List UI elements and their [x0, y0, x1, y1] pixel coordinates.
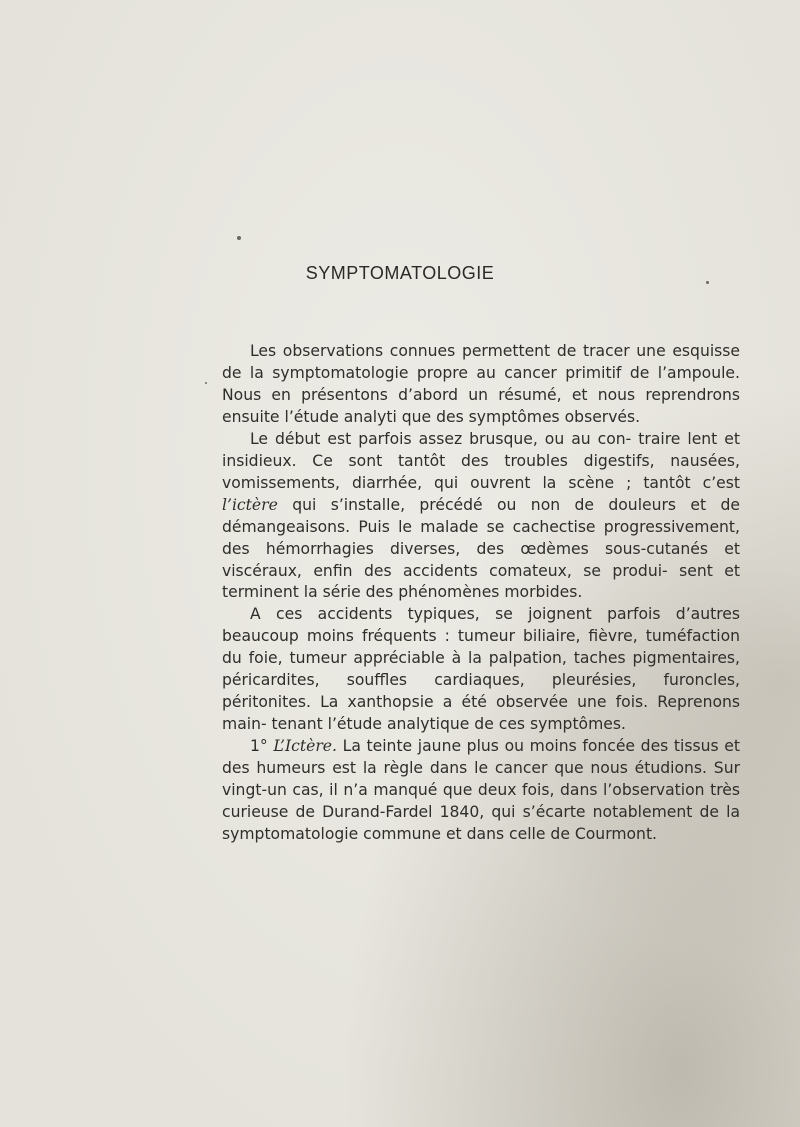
emphasis-ictere: l’ictère: [222, 495, 278, 514]
paragraph-other-symptoms: A ces accidents typiques, se joignent parfois d’autres beaucoup moins fréquents : tumeur biliaire, fièvre, tuméfaction du foie, tumeur appréciable à la palpation, taches pigmentaires, péricardites, souffles cardiaques, pleurésies, furoncles, péritonites. La xanthopsie a été observée une fois. Reprenons main- tenant l’étude analytique de ces symptômes.: [222, 605, 740, 734]
paragraph-ictere: 1° L’Ictère. La teinte jaune plus ou moins foncée des tissus et des humeurs est la règle dans le cancer que nous étudions. Sur vingt-un cas, il n’a manqué que deux fois, dans l’observation très curieuse de Durand-Fardel 1840, qui s’écarte notablement de la symptomatologie commune et dans celle de Courmont.: [222, 737, 740, 843]
ink-speck: [205, 382, 207, 384]
page-title: SYMPTOMATOLOGIE: [305, 263, 495, 283]
section-heading-ictere: L’Ictère.: [273, 737, 337, 756]
body-text: [222, 341, 740, 846]
ink-speck: [237, 236, 241, 240]
paragraph-onset: Le début est parfois assez brusque, ou au con- traire lent et insidieux. Ce sont tantôt des troubles digestifs, nausées, vomissements, diarrhée, qui ouvrent la scène ; tantôt c’est l’ictère qui s’installe, précédé ou non de douleurs et de démangeaisons. Puis le malade se cachectise progressivement, des hémorrhagies diverses, des œdèmes sous-cutanés et viscéraux, enfin des accidents comateux, se produi- sent et terminent la série des phénomènes morbides.: [222, 429, 740, 602]
paragraph-intro: Les observations connues permettent de tracer une esquisse de la symptomatologie propre au cancer primitif de l’ampoule. Nous en présentons d’abord un résumé, et nous reprendrons ensuite l’étude analyti que des symptômes observés.: [222, 342, 740, 426]
